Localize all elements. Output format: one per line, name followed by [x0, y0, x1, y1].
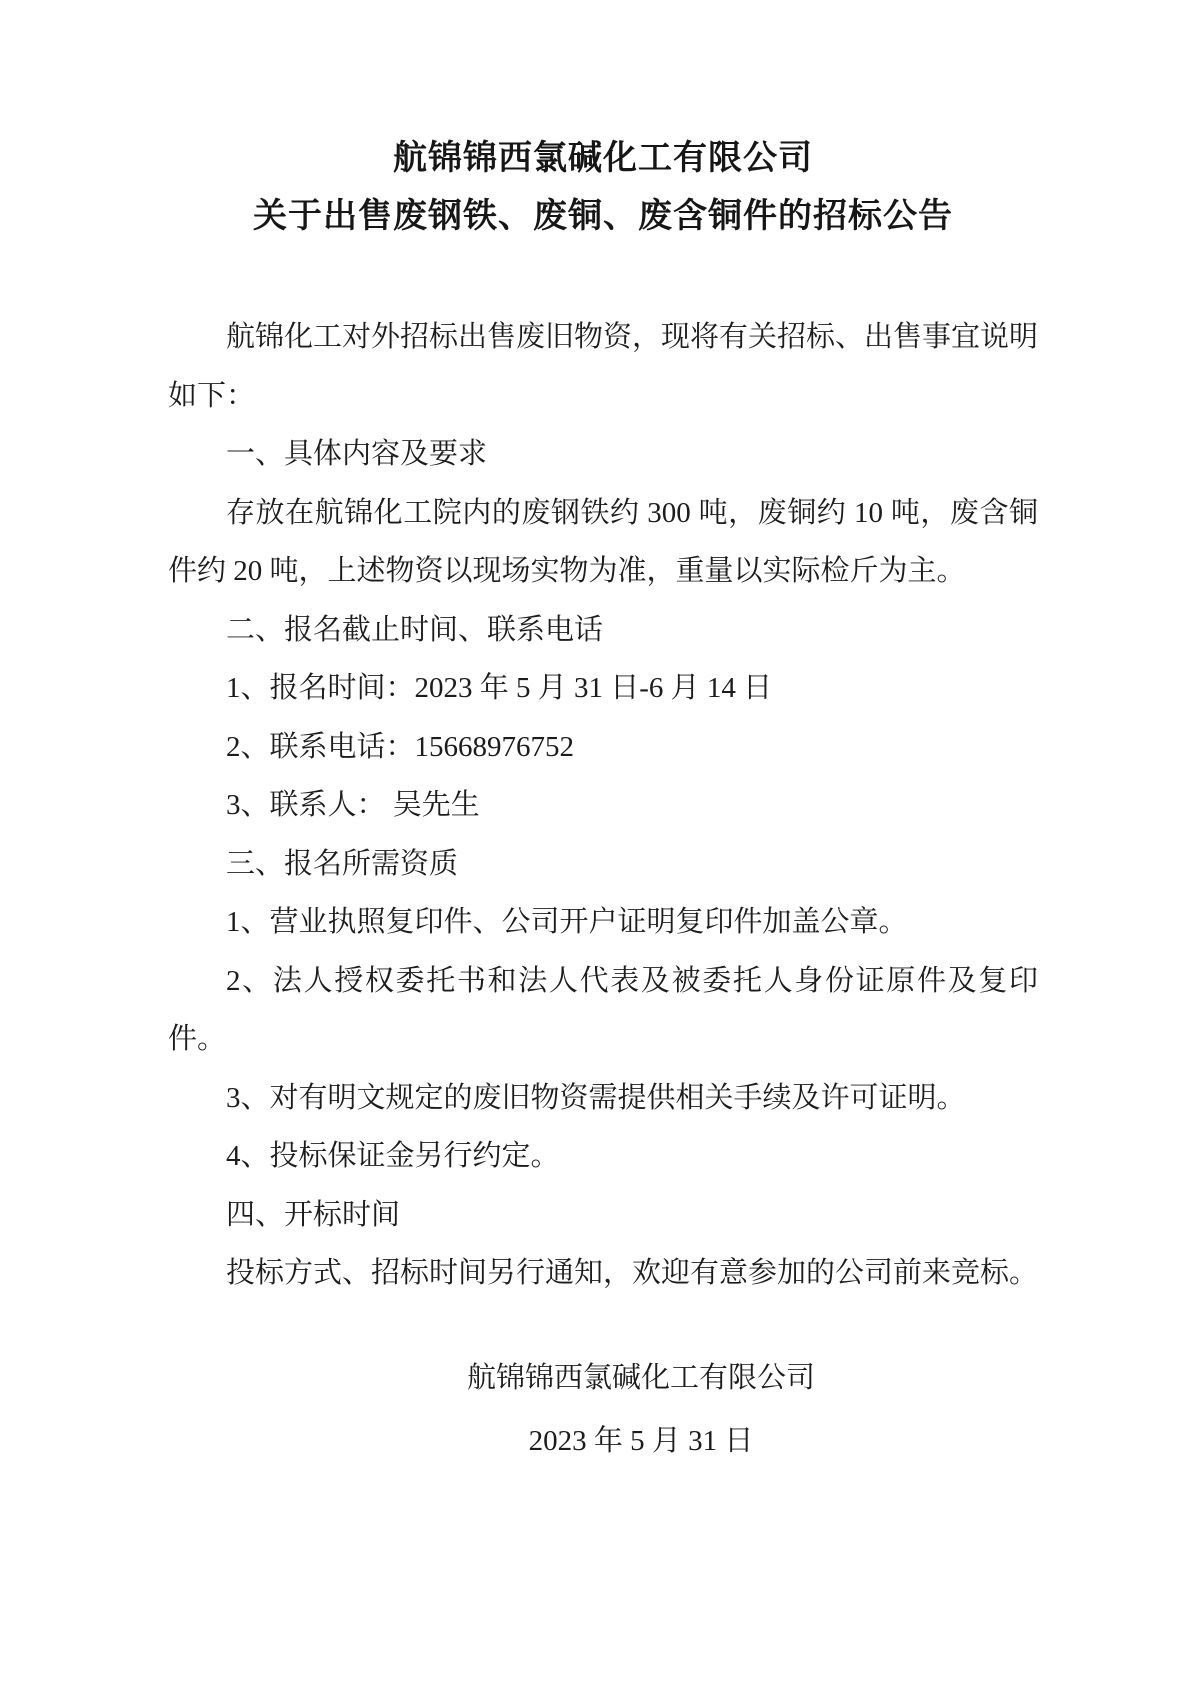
body-paragraph: 2、法人授权委托书和法人代表及被委托人身份证原件及复印件。: [168, 964, 1038, 1055]
body-paragraph: 投标方式、招标时间另行通知，欢迎有意参加的公司前来竞标。: [226, 1257, 1039, 1289]
signature-company: 航锦锦西氯碱化工有限公司: [466, 1361, 815, 1394]
body-paragraph: 存放在航锦化工院内的废钢铁约 300 吨，废铜约 10 吨，废含铜件约 20 吨，上述物资以现场实物为准，重量以实际检斤为主。: [168, 496, 1038, 587]
body-paragraph: 一、具体内容及要求: [226, 438, 488, 470]
signature-block: [206, 1347, 1076, 1473]
body-paragraph: 航锦化工对外招标出售废旧物资，现将有关招标、出售事宜说明如下：: [168, 321, 1039, 412]
body-paragraph: 四、开标时间: [226, 1198, 401, 1231]
body-paragraph: 1、营业执照复印件、公司开户证明复印件加盖公章。: [226, 906, 908, 938]
body-paragraph: 3、对有明文规定的废旧物资需提供相关手续及许可证明。: [226, 1081, 966, 1114]
signature-date: 2023 年 5 月 31 日: [528, 1424, 754, 1457]
body-paragraph: 1、报名时间：2023 年 5 月 31 日-6 月 14 日: [226, 672, 773, 704]
body-paragraph: 三、报名所需资质: [226, 847, 459, 880]
document-title: 航锦锦西氯碱化工有限公司: [393, 140, 813, 177]
body-paragraph: 2、联系电话：15668976752: [226, 730, 575, 763]
body-paragraph: 二、报名截止时间、联系电话: [226, 613, 604, 646]
document-subtitle: 关于出售废钢铁、废铜、废含铜件的招标公告: [253, 198, 953, 235]
body-paragraph: 4、投标保证金另行约定。: [226, 1140, 560, 1172]
body-paragraph: 3、联系人： 吴先生: [226, 789, 480, 821]
document-body: [168, 308, 1038, 1303]
